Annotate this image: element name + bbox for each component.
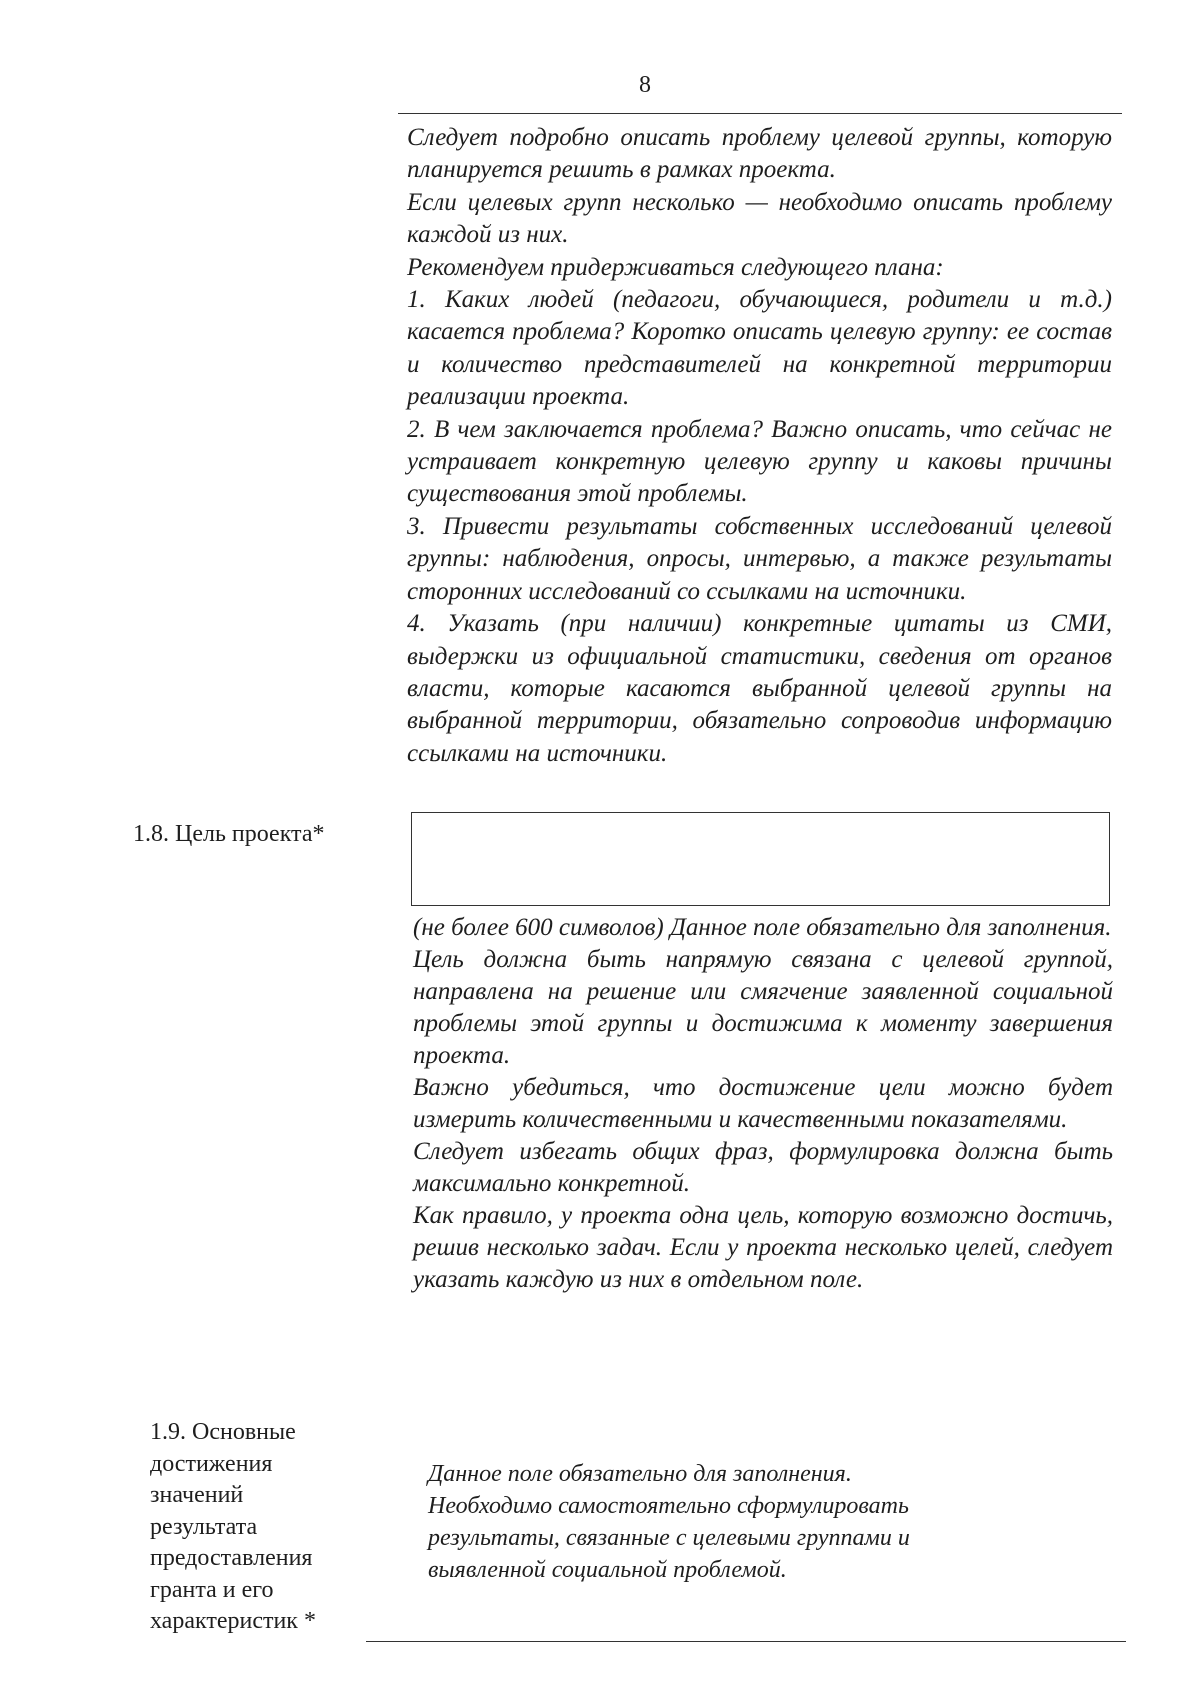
hint-paragraph: Важно убедиться, что достижение цели можно будет измерить количественными и качественными показателями. — [413, 1074, 1113, 1133]
hint-paragraph: Цель должна быть напрямую связана с целевой группой, направлена на решение или смягчение заявленной социальной проблемы этой группы и достижима к моменту завершения проекта. — [413, 946, 1113, 1069]
label-line: предоставления — [150, 1545, 313, 1571]
label-line: характеристик * — [150, 1608, 316, 1634]
hint-paragraph: Если целевых групп несколько — необходимо описать проблему каждой из них. — [407, 188, 1112, 249]
label-line: значений — [150, 1482, 244, 1508]
label-line: 1.9. Основные — [150, 1419, 296, 1445]
hint-paragraph: 2. В чем заключается проблема? Важно описать, что сейчас не устраивает конкретную целевую группу и каковы причины существования этой проблемы. — [407, 415, 1112, 508]
page-number: 8 — [639, 72, 651, 98]
hint-paragraph: 4. Указать (при наличии) конкретные цитаты из СМИ, выдержки из официальной статистики, сведения от органов власти, которые касаются выбранной целевой группы на выбранной территории, обязательно сопроводив информацию ссылками на источники. — [407, 610, 1112, 767]
grant-results-label — [150, 1417, 370, 1638]
hint-paragraph: Следует подробно описать проблему целевой группы, которую планируется решить в рамках проекта. — [407, 124, 1112, 184]
hint-paragraph: Следует избегать общих фраз, формулировка должна быть максимально конкретной. — [413, 1138, 1113, 1197]
hint-paragraph: Данное поле обязательно для заполнения. — [428, 1461, 852, 1487]
hint-paragraph: Как правило, у проекта одна цель, которую возможно достичь, решив несколько задач. Если у проекта несколько целей, следует указать каждую из них в отдельном поле. — [413, 1202, 1113, 1293]
bottom-divider — [366, 1641, 1126, 1642]
section-1-7-hints — [407, 122, 1112, 770]
hint-paragraph: (не более 600 символов) Данное поле обязательно для заполнения. — [413, 914, 1112, 941]
hint-paragraph: 3. Привести результаты собственных исследований целевой группы: наблюдения, опросы, интервью, а также результаты сторонних исследований со ссылками на источники. — [407, 512, 1112, 605]
section-1-9-hints — [428, 1458, 1028, 1586]
label-line: достижения — [150, 1450, 273, 1477]
label-line: гранта и его — [150, 1576, 274, 1603]
project-goal-input[interactable] — [411, 812, 1110, 906]
project-goal-label: 1.8. Цель проекта* — [133, 821, 325, 847]
label-line: результата — [150, 1513, 258, 1540]
hint-paragraph: Необходимо самостоятельно сформулировать результаты, связанные с целевыми группами и выявленной социальной проблемой. — [428, 1493, 910, 1583]
section-1-8-hints — [413, 912, 1113, 1296]
hint-paragraph: 1. Каких людей (педагоги, обучающиеся, родители и т.д.) касается проблема? Коротко описать целевую группу: ее состав и количество представителей на конкретной территории реализации проекта. — [407, 286, 1112, 411]
top-divider — [398, 113, 1122, 114]
hint-paragraph: Рекомендуем придерживаться следующего плана: — [407, 253, 944, 281]
